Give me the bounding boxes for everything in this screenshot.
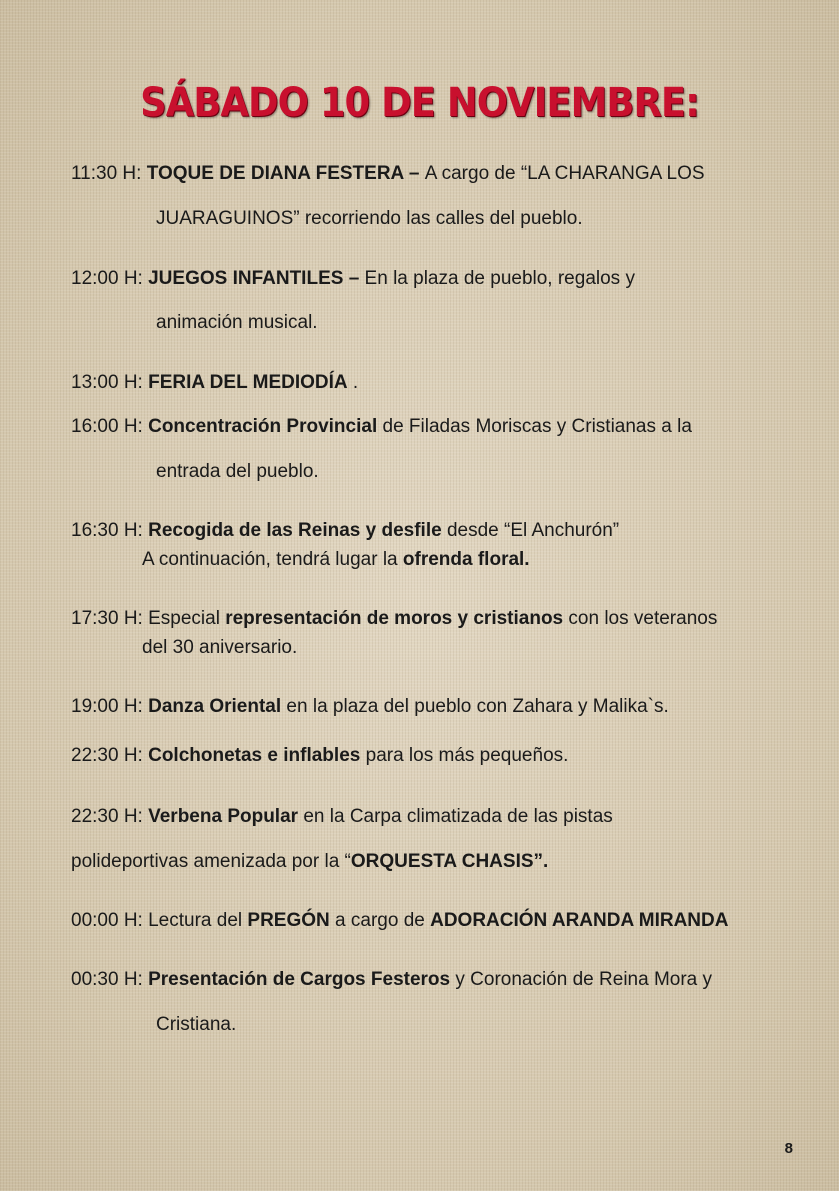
page-title: SÁBADO 10 DE NOVIEMBRE: (140, 80, 699, 126)
event-line (71, 805, 613, 829)
event-desc: desde “El Anchurón” (441, 520, 620, 541)
event-time: 19:00 H: (71, 696, 149, 717)
event-time: 22:30 H: (71, 745, 149, 766)
event-name: Danza Oriental (148, 696, 282, 717)
event-line (71, 968, 712, 992)
event-desc: A continuación, tendrá lugar la (142, 549, 403, 570)
event-desc: en la Carpa climatizada de las pistas (298, 806, 613, 827)
event-desc: con los veteranos (563, 608, 718, 629)
event-time: 16:00 H: (71, 416, 149, 437)
event-line (71, 415, 692, 439)
event-name: TOQUE DE DIANA FESTERA – (146, 163, 425, 184)
event-desc: a cargo de (329, 910, 431, 931)
event-time: 16:30 H: (71, 520, 149, 541)
event-time: 17:30 H: (71, 608, 149, 629)
event-desc: en la plaza del pueblo con Zahara y Malika`s. (281, 696, 669, 717)
event-line (71, 371, 358, 395)
event-name: representación de moros y cristianos (225, 608, 564, 629)
event-continuation (71, 850, 548, 874)
event-line (71, 162, 705, 186)
event-desc: para los más pequeños. (360, 745, 569, 766)
event-name: ORQUESTA CHASIS”. (350, 851, 549, 872)
event-desc: En la plaza de pueblo, regalos y (364, 268, 635, 289)
event-continuation: animación musical. (156, 312, 318, 333)
event-line (71, 744, 568, 768)
page-number: 8 (784, 1140, 793, 1157)
event-desc: de Filadas Moriscas y Cristianas a la (377, 416, 692, 437)
event-line (71, 607, 717, 631)
event-desc: Lectura del (148, 910, 248, 931)
event-continuation: JUARAGUINOS” recorriendo las calles del pueblo. (156, 208, 583, 229)
event-desc: A cargo de “LA CHARANGA LOS (424, 163, 705, 184)
event-line (71, 909, 728, 933)
event-continuation (142, 548, 530, 572)
event-name: PREGÓN (247, 910, 330, 931)
event-name: ofrenda floral. (402, 549, 530, 570)
event-name: JUEGOS INFANTILES – (148, 268, 365, 289)
event-time: 00:00 H: (71, 910, 149, 931)
event-time: 22:30 H: (71, 806, 149, 827)
event-desc: y Coronación de Reina Mora y (450, 969, 713, 990)
event-time: 00:30 H: (71, 969, 149, 990)
event-desc: polideportivas amenizada por la “ (71, 851, 351, 872)
event-name: FERIA DEL MEDIODÍA (148, 372, 348, 393)
event-name: Verbena Popular (148, 806, 299, 827)
event-time: 11:30 H: (71, 163, 147, 184)
event-name: ADORACIÓN ARANDA MIRANDA (430, 910, 729, 931)
event-continuation: Cristiana. (156, 1014, 237, 1035)
event-desc: . (347, 372, 359, 393)
event-line (71, 267, 635, 291)
event-continuation: entrada del pueblo. (156, 461, 319, 482)
event-time: 13:00 H: (71, 372, 149, 393)
event-line (71, 695, 669, 719)
event-desc: Especial (148, 608, 226, 629)
event-continuation: del 30 aniversario. (142, 637, 298, 658)
event-line (71, 519, 619, 543)
event-name: Recogida de las Reinas y desfile (148, 520, 442, 541)
event-name: Presentación de Cargos Festeros (148, 969, 451, 990)
event-name: Concentración Provincial (148, 416, 378, 437)
event-name: Colchonetas e inflables (148, 745, 361, 766)
event-time: 12:00 H: (71, 268, 149, 289)
